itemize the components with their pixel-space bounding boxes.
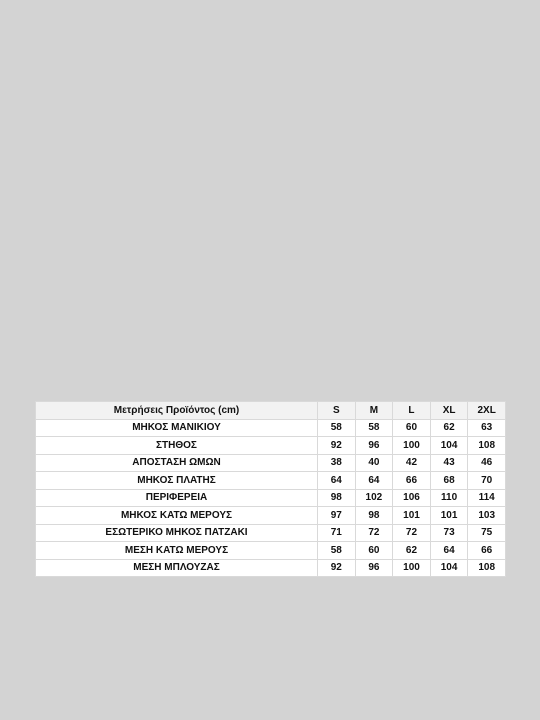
measurement-label: ΜΗΚΟΣ ΠΛΑΤΗΣ <box>36 472 318 490</box>
measurement-value: 73 <box>430 524 468 542</box>
measurement-label: ΜΗΚΟΣ ΚΑΤΩ ΜΕΡΟΥΣ <box>36 507 318 525</box>
measurement-value: 60 <box>355 542 393 560</box>
table-body <box>36 419 506 577</box>
measurement-value: 96 <box>355 559 393 577</box>
header-label: Μετρήσεις Προϊόντος (cm) <box>36 402 318 420</box>
table-row <box>36 489 506 507</box>
measurement-value: 98 <box>318 489 356 507</box>
measurement-value: 114 <box>468 489 506 507</box>
table-row <box>36 472 506 490</box>
measurement-value: 64 <box>318 472 356 490</box>
table-row <box>36 454 506 472</box>
table-row <box>36 559 506 577</box>
measurement-value: 72 <box>393 524 431 542</box>
measurement-value: 38 <box>318 454 356 472</box>
measurement-value: 62 <box>393 542 431 560</box>
size-header-xl: XL <box>430 402 468 420</box>
size-header-s: S <box>318 402 356 420</box>
measurement-value: 101 <box>393 507 431 525</box>
measurement-value: 66 <box>468 542 506 560</box>
table-row <box>36 542 506 560</box>
size-header-l: L <box>393 402 431 420</box>
measurement-value: 70 <box>468 472 506 490</box>
measurement-value: 66 <box>393 472 431 490</box>
measurement-label: ΕΣΩΤΕΡΙΚΟ ΜΗΚΟΣ ΠΑΤΖΑΚΙ <box>36 524 318 542</box>
measurement-value: 108 <box>468 559 506 577</box>
table-row <box>36 419 506 437</box>
measurement-value: 58 <box>355 419 393 437</box>
measurement-value: 98 <box>355 507 393 525</box>
measurement-label: ΜΕΣΗ ΜΠΛΟΥΖΑΣ <box>36 559 318 577</box>
measurement-value: 103 <box>468 507 506 525</box>
measurement-value: 104 <box>430 559 468 577</box>
measurement-label: ΠΕΡΙΦΕΡΕΙΑ <box>36 489 318 507</box>
measurement-value: 97 <box>318 507 356 525</box>
measurement-value: 43 <box>430 454 468 472</box>
measurement-label: ΑΠΟΣΤΑΣΗ ΩΜΩΝ <box>36 454 318 472</box>
measurement-value: 106 <box>393 489 431 507</box>
measurement-label: ΣΤΗΘΟΣ <box>36 437 318 455</box>
measurement-value: 92 <box>318 437 356 455</box>
measurement-label: ΜΕΣΗ ΚΑΤΩ ΜΕΡΟΥΣ <box>36 542 318 560</box>
measurement-value: 102 <box>355 489 393 507</box>
size-header-2xl: 2XL <box>468 402 506 420</box>
measurement-value: 92 <box>318 559 356 577</box>
measurement-value: 104 <box>430 437 468 455</box>
measurement-value: 68 <box>430 472 468 490</box>
table-row <box>36 507 506 525</box>
table-row <box>36 524 506 542</box>
measurement-value: 60 <box>393 419 431 437</box>
table-header-row <box>36 402 506 420</box>
measurement-value: 64 <box>355 472 393 490</box>
measurement-value: 110 <box>430 489 468 507</box>
measurement-value: 42 <box>393 454 431 472</box>
size-chart-table <box>35 401 506 577</box>
measurement-value: 71 <box>318 524 356 542</box>
measurement-value: 75 <box>468 524 506 542</box>
measurement-label: ΜΗΚΟΣ ΜΑΝΙΚΙΟΥ <box>36 419 318 437</box>
measurement-value: 100 <box>393 559 431 577</box>
measurement-value: 72 <box>355 524 393 542</box>
measurement-value: 100 <box>393 437 431 455</box>
table-row <box>36 437 506 455</box>
measurement-value: 58 <box>318 542 356 560</box>
size-header-m: M <box>355 402 393 420</box>
measurement-value: 58 <box>318 419 356 437</box>
measurement-value: 46 <box>468 454 506 472</box>
measurement-value: 62 <box>430 419 468 437</box>
measurement-value: 101 <box>430 507 468 525</box>
measurement-value: 96 <box>355 437 393 455</box>
measurement-value: 64 <box>430 542 468 560</box>
measurement-value: 63 <box>468 419 506 437</box>
measurement-value: 108 <box>468 437 506 455</box>
measurement-value: 40 <box>355 454 393 472</box>
